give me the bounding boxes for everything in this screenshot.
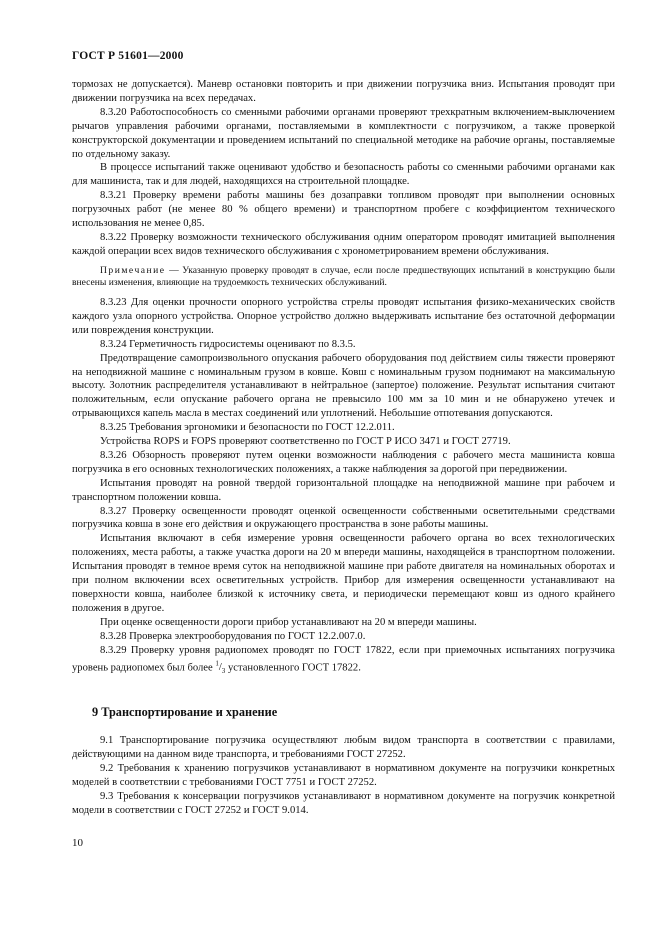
note-label: Примечание — [100, 264, 166, 276]
paragraph: 8.3.20 Работоспособность со сменными рабочими органами проверяют трехкратным включением-выключением рычагов управления рабочими органами, поставляемыми в комплектности с погрузчиком, а также проверкой конструкторской документации и проведением испытаний по специальной методике на рабочие органы, поставляемые по отдельному заказу. — [72, 106, 615, 160]
paragraph: 8.3.23 Для оценки прочности опорного устройства стрелы проводят испытания физико-механических свойств каждого узла опорного устройства. Опорное устройство должно выдерживать испытание без остаточной деформации или повреждения конструкции. — [72, 296, 615, 336]
paragraph: 9.3 Требования к консервации погрузчиков устанавливают в нормативном документе на погрузчик конкретной модели в соответствии с ГОСТ 27252 и ГОСТ 9.014. — [72, 790, 615, 816]
paragraph: В процессе испытаний также оценивают удобство и безопасность работы со сменными рабочими органами как для машиниста, так и для людей, находящихся на строительной площадке. — [72, 162, 615, 188]
paragraph-8-3-29-tail: установленного ГОСТ 17822. — [225, 662, 361, 674]
paragraph: 9.1 Транспортирование погрузчика осуществляют любым видом транспорта в соответствии с правилами, действующими на данном виде транспорта, и требованиями ГОСТ 27252. — [72, 735, 615, 760]
section-9-body — [72, 734, 615, 817]
paragraph: Испытания включают в себя измерение уровня освещенности рабочего органа во всех технологических положениях, места работы, а также участка дороги на 20 м впереди машины, находящейся в транспортном положении. Испытания проводят в темное время суток на неподвижной машине при работе двигателя на номинальных оборотах и при полном включении всех осветительных устройств. Прибор для измерения освещенности устанавливают на поверхности ковша, наиболее близкой к источнику света, и периодически перемещают ковш из одного крайнего положения в другое. — [72, 533, 615, 614]
paragraph: 8.3.26 Обзорность проверяют путем оценки возможности наблюдения с рабочего места машиниста ковша погрузчика в его основных технологических положениях, а также наблюдения за дорогой при передвижении. — [72, 449, 615, 475]
page-header-doc-id: ГОСТ Р 51601—2000 — [72, 50, 184, 62]
note-text: — Указанную проверку проводят в случае, если после предшествующих испытаний в конструкцию были внесены изменения, влияющие на трудоемкость технических обслуживаний. — [72, 264, 615, 289]
paragraph: Испытания проводят на ровной твердой горизонтальной площадке на неподвижной машине при рабочем и транспортном положении ковша. — [72, 477, 615, 503]
paragraph-8-3-29-text: 8.3.29 Проверку уровня радиопомех проводят по ГОСТ 17822, если при приемочных испытаниях погрузчика уровень радиопомех был более — [72, 644, 615, 674]
paragraph: Устройства ROPS и FOPS проверяют соответственно по ГОСТ Р ИСО 3471 и ГОСТ 27719. — [100, 436, 511, 448]
paragraph: 8.3.27 Проверку освещенности проводят оценкой освещенности собственными осветительными средствами погрузчика ковша в зоне его действия и окружающего пространства в зоне работы машины. — [72, 505, 615, 531]
paragraph: Предотвращение самопроизвольного опускания рабочего оборудования под действием силы тяжести проверяют на неподвижной машине с номинальным грузом в ковше. Ковш с номинальным грузом поднимают на максимальную высоту. Золотник распределителя устанавливают в нейтральное (запертое) положение. Результат испытания считают положительным, если опускание рабочего органа не превысило 100 мм за 10 мин и не обнаружено утечек и отрывающихся капель масла в местах соединений или уплотнений. Небольшие отпотевания допускаются. — [72, 352, 615, 420]
fraction-one-third: $^1/_3$ — [215, 659, 226, 676]
fraction-numerator: 1 — [215, 659, 219, 668]
paragraph: 8.3.25 Требования эргономики и безопасности по ГОСТ 12.2.011. — [100, 422, 395, 434]
paragraph: 9.2 Требования к хранению погрузчиков устанавливают в нормативном документе на погрузчики конкретных моделей в соответствии с требованиями ГОСТ 7751 и ГОСТ 27252. — [72, 762, 615, 788]
paragraph: тормозах не допускается). Маневр остановки повторить и при движении погрузчика вниз. Испытания проводят при движении погрузчика на всех передачах. — [72, 79, 615, 104]
paragraph: 8.3.21 Проверку времени работы машины без дозаправки топливом проводят при выполнении основных погрузочных работ (не менее 80 % общего времени) и транспортном пробеге с коэффициентом технического использования не менее 0,85. — [72, 190, 615, 230]
paragraph: При оценке освещенности дороги прибор устанавливают на 20 м впереди машины. — [100, 616, 477, 628]
paragraph: 8.3.28 Проверка электрооборудования по ГОСТ 12.2.007.0. — [100, 630, 366, 642]
section-9-title: 9 Транспортирование и хранение — [92, 705, 278, 720]
fraction-denominator: 3 — [221, 667, 226, 676]
paragraph: 8.3.22 Проверку возможности технического обслуживания одним оператором проводят имитацией выполнения каждой операции всех видов технического обслуживания с хронометрированием времени обслуживания. — [72, 231, 615, 257]
page-number: 10 — [72, 837, 83, 849]
paragraph: 8.3.24 Герметичность гидросистемы оценивают по 8.3.5. — [100, 338, 356, 350]
paragraph-8-3-29 — [72, 644, 615, 679]
text-block-a — [72, 78, 615, 259]
note — [72, 265, 615, 290]
text-block-b — [72, 296, 615, 644]
